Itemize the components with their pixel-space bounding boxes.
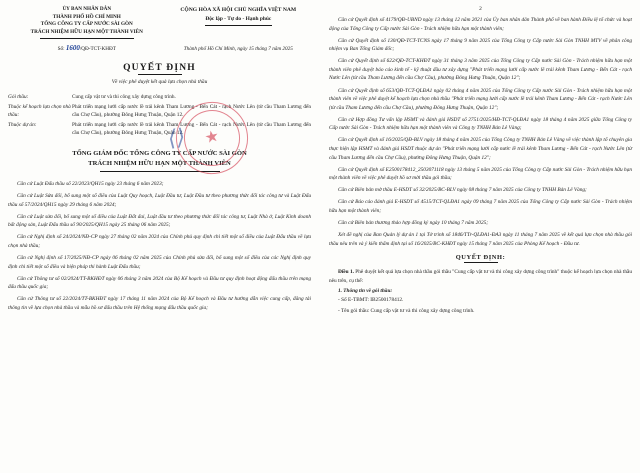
number-value: 1600: [65, 43, 80, 52]
legal-basis-item: Căn cứ Thông tư số 22/2024/TT-BKHĐT ngày 17 tháng 11 năm 2024 của Bộ Kế hoạch và Đầu tư hướng dẫn việc cung cấp, đăng tải thông tin về lựa chọn nhà thầu và mẫu hồ sơ đấu thầu trên Hệ thống mạng đấu thầu quốc gia;: [8, 296, 311, 311]
article-1-text: Phê duyệt kết quả lựa chọn nhà thầu gói thầu "Cung cấp vật tư và thi công xây dựng công trình" thuộc kế hoạch lựa chọn nhà thầu nêu trên, cụ thể:: [329, 269, 632, 284]
motto-divider: [205, 25, 272, 26]
blue-ink-signature: ⟨⟩: [166, 124, 187, 153]
meta-value: Phát triển mạng lưới cấp nước lề trái kênh Tham Lương - Bến Cát - rạch Nước Lên (từ cầu Tham Lương đến cầu Chợ Cầu), phường Đông Hưng Thuận, Quận 12.: [72, 121, 311, 136]
legal-basis-item: Căn cứ Luật Sửa đổi, bổ sung một số điều của Luật Quy hoạch, Luật Đầu tư, Luật Đầu tư theo phương thức đối tác công tư và Luật Đấu thầu số 57/2024/QH15 ngày 29 tháng 6 năm 2024;: [8, 193, 311, 208]
org-line-1: ỦY BAN NHÂN DÂN: [62, 6, 112, 12]
decision-meta: [8, 93, 311, 137]
legal-basis-item: Căn cứ Luật Đấu thầu số 22/2023/QH15 ngày 23 tháng 6 năm 2023;: [17, 180, 164, 187]
issuing-organization: [8, 6, 166, 39]
legal-basis-left: [8, 180, 311, 313]
legal-basis-item: Căn cứ Quyết định số E2500178412_2503071118 ngày 13 tháng 5 năm 2025 của Tổng Công ty Cấp nước Sài Gòn - Trách nhiệm hữu hạn một thành viên về việc phê duyệt hồ sơ mời thầu gói thầu;: [329, 166, 632, 182]
org-line-3: TỔNG CÔNG TY CẤP NƯỚC SÀI GÒN: [40, 21, 133, 28]
legal-basis-item: Căn cứ Nghị định số 24/2024/NĐ-CP ngày 27 tháng 02 năm 2024 của Chính phủ quy định chi tiết một số điều của Luật Đấu thầu về lựa chọn nhà thầu;: [8, 234, 311, 249]
org-line-4: TRÁCH NHIỆM HỮU HẠN MỘT THÀNH VIÊN: [30, 28, 143, 35]
legal-basis-item: Căn cứ Biên bản mở thầu E-HSDT số 32/2025/BC-BLV ngày 08 tháng 7 năm 2025 của Công ty TNHH Bản Lê Vàng;: [338, 187, 587, 194]
legal-basis-item: Căn cứ Báo cáo đánh giá E-HSDT số 4515/TCT-QLĐA1 ngày 09 tháng 7 năm 2025 của Tổng Công ty Cấp nước Sài Gòn - Trách nhiệm hữu hạn một thành viên;: [329, 199, 632, 214]
article-1-bullet: - Tên gói thầu: Cung cấp vật tư và thi công xây dựng công trình.: [338, 308, 475, 315]
article-1-lead: Điều 1.: [338, 269, 354, 276]
legal-basis-item: Căn cứ Hợp đồng Tư vấn lập HSMT và đánh giá HSDT số 2751/2025/HĐ-TCT-QLĐA1 ngày 18 tháng 4 năm 2025 giữa Tổng Công ty Cấp nước Sài Gòn - Trách nhiệm hữu hạn một thành viên và Công ty TNHH Bản Lê Vàng;: [329, 116, 632, 132]
number-and-date-row: [8, 44, 311, 52]
legal-basis-item: Căn cứ Biên bản thương thảo hợp đồng ký ngày 10 tháng 7 năm 2025;: [338, 220, 489, 227]
issuer-line-2: TRÁCH NHIỆM HỮU HẠN MỘT THÀNH VIÊN: [88, 160, 231, 168]
legal-basis-item: Căn cứ Nghị định số 17/2025/NĐ-CP ngày 06 tháng 02 năm 2025 của Chính phủ sửa đổi, bổ sung một số điều của các Nghị định quy định chi tiết một số điều và biện pháp thi hành Luật Đấu thầu;: [8, 254, 311, 270]
article-1: [329, 268, 632, 285]
national-motto: Độc lập - Tự do - Hạnh phúc: [205, 16, 272, 23]
meta-value: Phát triển mạng lưới cấp nước lề trái kênh Tham Lương - Bến Cát - rạch Nước Lên (từ cầu Tham Lương đến cầu Chợ Cầu), phường Đông Hưng Thuận, Quận 12.: [72, 103, 311, 119]
article-1-subheading: 1. Thông tin về gói thầu:: [338, 288, 393, 295]
legal-basis-item: Xét đề nghị của Ban Quản lý dự án 1 tại Tờ trình số 1846/TTr-QLĐA1-ĐA3 ngày 11 tháng 7 năm 2025 về kết quả lựa chọn nhà thầu gói thầu nêu trên và ý kiến thẩm định tại số 16/2025/BC-KHĐT ngày 15 tháng 7 năm 2025 của Phòng Kế hoạch - Đầu tư.: [329, 232, 632, 247]
decide-heading: QUYẾT ĐỊNH:: [455, 254, 506, 262]
issuer-line-1: TỔNG GIÁM ĐỐC TỔNG CÔNG TY CẤP NƯỚC SÀI GÒN: [72, 150, 247, 158]
meta-label: Gói thầu:: [8, 94, 29, 101]
meta-row: [8, 103, 311, 119]
stamp-star-icon: ★: [203, 127, 221, 148]
place-and-date: Thành phố Hồ Chí Minh, ngày 15 tháng 7 năm 2025: [183, 45, 293, 52]
meta-row: [8, 93, 311, 101]
legal-basis-item: Căn cứ Thông tư số 02/2024/TT-BKHĐT ngày 06 tháng 3 năm 2024 của Bộ Kế hoạch và Đầu tư quy định hoạt động đấu thầu trên mạng đấu thầu quốc gia;: [8, 275, 311, 291]
legal-basis-item: Căn cứ Quyết định số 622/QĐ-TCT-KHĐT ngày 31 tháng 3 năm 2025 của Tổng Công ty Cấp nước Sài Gòn - Trách nhiệm hữu hạn một thành viên phê duyệt báo cáo kinh tế - kỹ thuật đầu tư xây dựng "Phát triển mạng lưới cấp nước lề trái kênh Tham Lương - Bến Cát - rạch Nước Lên (từ cầu Tham Lương đến cầu Chợ Cầu), phường Đông Hưng Thuận, Quận 12";: [329, 58, 632, 82]
page-subtitle: Về việc phê duyệt kết quả lựa chọn nhà thầu: [111, 79, 208, 86]
page-title: QUYẾT ĐỊNH: [123, 62, 196, 73]
page-number: 2: [479, 6, 482, 12]
document-number: [8, 44, 166, 52]
issuer-title: [8, 149, 311, 169]
legal-basis-item: Căn cứ Quyết định số 130/QĐ-TCT-TCNS ngày 17 tháng 9 năm 2025 của Tổng Công ty Cấp nước Sài Gòn TNHH MTV về phân công nhiệm vụ Ban Tổng Giám đốc;: [329, 37, 632, 53]
right-column: [325, 6, 632, 469]
org-divider: [40, 38, 135, 39]
legal-basis-item: Căn cứ Quyết định số 16/2025/QĐ-BLV ngày 18 tháng 4 năm 2025 của Tổng Công ty TNHH Bản Lê Vàng về việc thành lập tổ chuyên gia thực hiện lập HSMT và đánh giá HSDT thuộc dự án "Phát triển mạng lưới cấp nước lề trái kênh Tham Lương - Bến Cát - rạch Nước Lên (từ cầu Tham Lương đến cầu Chợ Cầu), phường Đông Hưng Thuận, Quận 12";: [329, 137, 632, 161]
legal-basis-item: Căn cứ Quyết định số 653/QĐ-TCT-QLĐA1 ngày 02 tháng 4 năm 2025 của Tổng Công ty Cấp nước Sài Gòn - Trách nhiệm hữu hạn một thành viên về việc phê duyệt kế hoạch lựa chọn nhà thầu "Phát triển mạng lưới cấp nước lề trái kênh Tham Lương - Bến Cát - rạch Nước Lên (từ cầu Tham Lương đến cầu Chợ Cầu), phường Đông Hưng Thuận, Quận 12";: [329, 87, 632, 111]
meta-label: Thuộc kế hoạch lựa chọn nhà thầu:: [8, 103, 71, 119]
article-1-bullet: - Số E-TBMT: IB2500178412.: [338, 297, 404, 304]
title-divider: [138, 74, 182, 75]
number-suffix: /QĐ-TCT-KHĐT: [79, 45, 116, 52]
meta-value: Cung cấp vật tư và thi công xây dựng công trình.: [72, 94, 176, 101]
issuer-divider: [100, 171, 220, 172]
org-line-2: THÀNH PHỐ HỒ CHÍ MINH: [52, 13, 121, 20]
left-column: [8, 6, 315, 469]
legal-basis-item: Căn cứ Luật sửa đổi, bổ sung một số điều của Luật Đất đai, Luật đầu tư theo phương thức đối tác công tư, Luật Nhà ở, Luật Kinh doanh bất động sản, Luật Đấu thầu số 90/2025/QH15 ngày 25 tháng 06 năm 2025;: [8, 213, 311, 229]
national-heading: [166, 6, 311, 26]
meta-row: [8, 121, 311, 137]
nation-line: CỘNG HÒA XÃ HỘI CHỦ NGHĨA VIỆT NAM: [180, 7, 297, 13]
document-header: [8, 6, 311, 39]
number-label: Số:: [57, 45, 65, 52]
legal-basis-item: Căn cứ Quyết định số 4179/QĐ-UBND ngày 13 tháng 12 năm 2021 của Ủy ban nhân dân Thành phố về ban hành Điều lệ tổ chức và hoạt động của Tổng Công ty Cấp nước Sài Gòn - Trách nhiệm hữu hạn một thành viên;: [329, 17, 632, 32]
decide-divider: [464, 262, 498, 263]
meta-label: Thuộc dự án:: [8, 121, 37, 128]
legal-basis-right: [329, 16, 632, 248]
